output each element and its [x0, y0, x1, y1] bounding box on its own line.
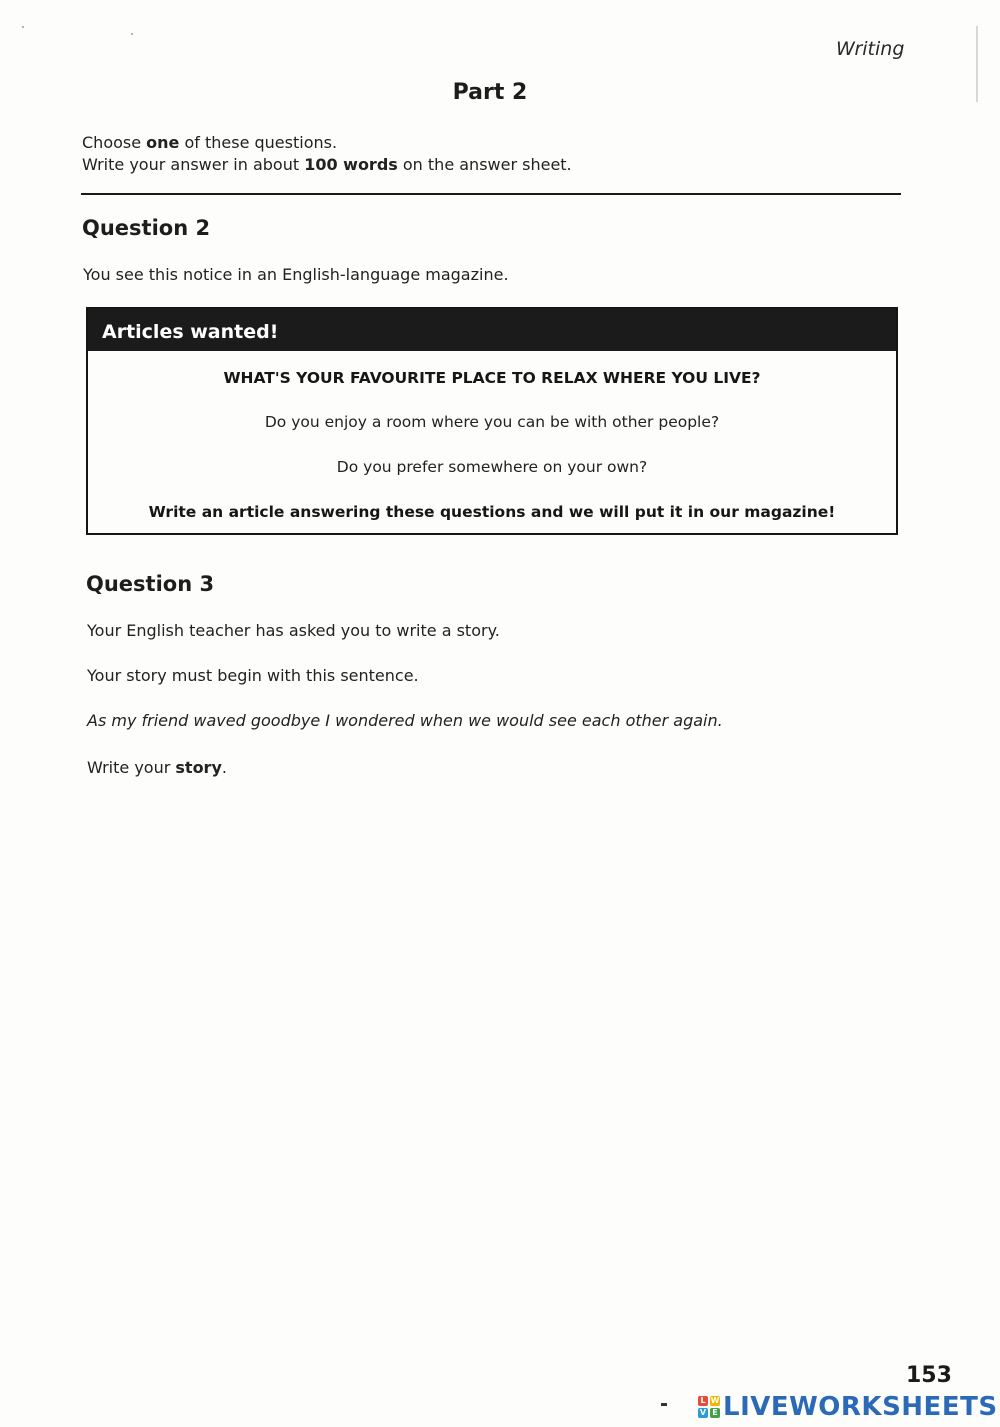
instruction-text: of these questions. [179, 133, 338, 152]
liveworksheets-logo-icon [698, 1396, 720, 1418]
instruction-line-1 [82, 133, 337, 152]
instruction-line-2 [82, 155, 572, 174]
logo-tile: W [710, 1396, 720, 1405]
notice-box [86, 307, 898, 535]
task-text: . [221, 758, 227, 777]
question-3-task [87, 758, 227, 777]
logo-tile: V [699, 1408, 707, 1417]
notice-title: Articles wanted! [102, 321, 279, 343]
instruction-text: Write your answer in about [82, 155, 305, 174]
instruction-emphasis: one [146, 133, 180, 152]
question-3-line-1: Your English teacher has asked you to write a story. [87, 621, 500, 640]
instruction-text: on the answer sheet. [397, 155, 572, 174]
instruction-emphasis: 100 words [304, 155, 398, 174]
question-3-opening-sentence: As my friend waved goodbye I wondered when we would see each other again. [87, 711, 723, 730]
logo-tile: E [710, 1408, 720, 1418]
notice-headline: WHAT'S YOUR FAVOURITE PLACE TO RELAX WHERE YOU LIVE? [223, 369, 761, 387]
notice-question-a: Do you enjoy a room where you can be with other people? [264, 413, 720, 431]
notice-question-b: Do you prefer somewhere on your own? [336, 458, 648, 476]
liveworksheets-brand[interactable] [698, 1392, 998, 1422]
running-head: Writing [836, 38, 905, 60]
question-2-heading: Question 2 [82, 216, 211, 240]
brand-name: LIVEWORKSHEETS [723, 1392, 998, 1422]
section-divider [81, 193, 901, 195]
scan-speck [131, 33, 133, 35]
instruction-text: Choose [82, 133, 147, 152]
part-title: Part 2 [452, 80, 528, 105]
scan-speck [22, 26, 24, 28]
question-3-line-2: Your story must begin with this sentence. [87, 666, 419, 685]
footer-dash [661, 1403, 667, 1406]
page-number: 153 [906, 1363, 952, 1388]
question-3-heading: Question 3 [86, 572, 215, 596]
notice-call-to-action: Write an article answering these questions and we will put it in our magazine! [148, 503, 836, 521]
notice-header-bar [88, 309, 896, 351]
task-emphasis: story [175, 758, 222, 777]
logo-tile: L [698, 1396, 708, 1406]
question-2-intro: You see this notice in an English-language magazine. [83, 265, 509, 284]
task-text: Write your [87, 758, 176, 777]
